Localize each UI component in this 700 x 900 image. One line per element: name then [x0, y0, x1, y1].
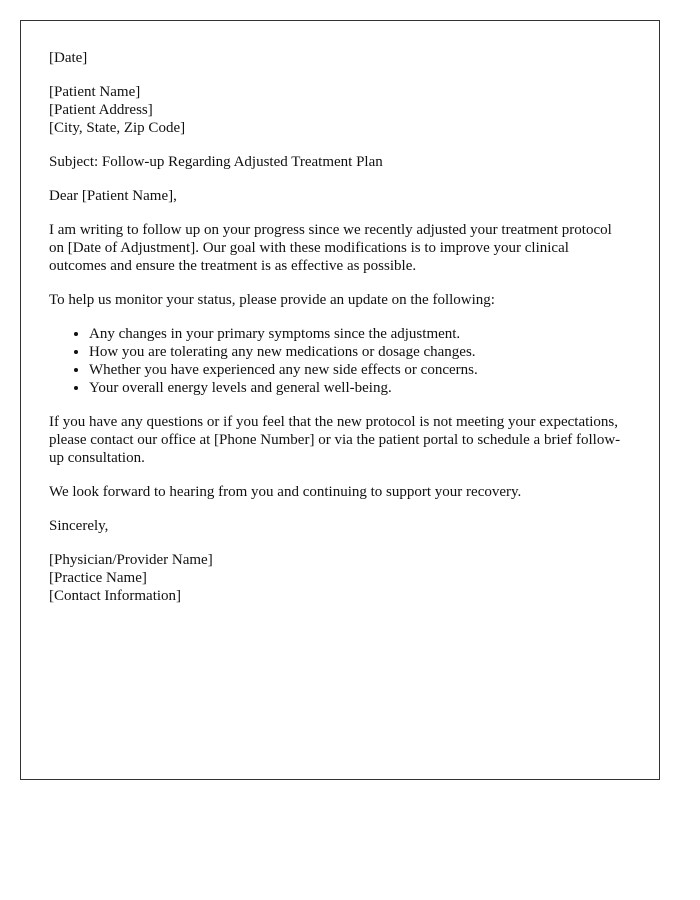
- request-paragraph: To help us monitor your status, please provide an update on the following:: [49, 292, 495, 308]
- recipient-address-block: [49, 83, 629, 137]
- letter-body: [49, 49, 629, 621]
- practice-name: [Practice Name]: [49, 570, 147, 586]
- list-item: • Any changes in your primary symptoms since the adjustment.: [89, 325, 629, 343]
- list-item: • Your overall energy levels and general well-being.: [89, 379, 629, 397]
- recipient-address: [Patient Address]: [49, 102, 153, 118]
- update-items-list: [49, 325, 629, 397]
- signature-block: [49, 551, 629, 605]
- letter-date: [Date]: [49, 50, 88, 66]
- letter-salutation: Dear [Patient Name],: [49, 188, 177, 204]
- closing-paragraph: We look forward to hearing from you and continuing to support your recovery.: [49, 484, 522, 500]
- list-item: • Whether you have experienced any new side effects or concerns.: [89, 361, 629, 379]
- recipient-city-state-zip: [City, State, Zip Code]: [49, 120, 186, 136]
- intro-paragraph: I am writing to follow up on your progress since we recently adjusted your treatment protocol on [Date of Adjustment]. Our goal with these modifications is to improve your clinical outcomes and ensure the treatment is as effective as possible.: [49, 222, 612, 274]
- list-item: • How you are tolerating any new medications or dosage changes.: [89, 343, 629, 361]
- signoff: Sincerely,: [49, 518, 109, 534]
- contact-information: [Contact Information]: [49, 588, 182, 604]
- letter-page: [20, 20, 660, 780]
- provider-name: [Physician/Provider Name]: [49, 552, 213, 568]
- recipient-name: [Patient Name]: [49, 84, 141, 100]
- contact-paragraph: If you have any questions or if you feel that the new protocol is not meeting your expectations, please contact our office at [Phone Number] or via the patient portal to schedule a brief follow-up consultation.: [49, 414, 621, 466]
- letter-subject: Subject: Follow-up Regarding Adjusted Treatment Plan: [49, 154, 383, 170]
